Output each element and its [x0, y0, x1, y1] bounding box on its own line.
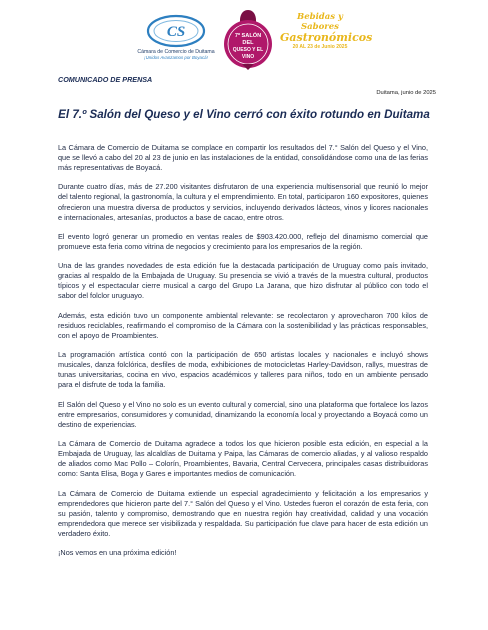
- salon-line-1: 7º SALÓN DEL: [234, 33, 262, 46]
- paragraph: Además, esta edición tuvo un componente ambiental relevante: se recolectaron y aprovecharon 700 kilos de residuos reciclables, reafirmando el compromiso de la Cámara con la sostenibilidad y las prácticas responsables, con el apoyo de Proambientes.: [58, 310, 428, 340]
- ccd-emblem-icon: [146, 14, 206, 48]
- paragraph: La Cámara de Comercio de Duitama extiende un especial agradecimiento y felicitación a los empresarios y emprendedores que hicieron parte del 7.° Salón del Queso y el Vino. Ustedes fueron el corazón de esta feria, con su pasión, talento y compromiso, demostrando que en nuestra región hay creatividad, calidad y una vocación emprendedora que merece ser visibilizada y respaldada. Su participación fue clave para hacer de esta edición un verdadero éxito.: [58, 488, 428, 538]
- bebidas-line-2: Gastronómicos: [280, 31, 373, 44]
- salon-text: [230, 33, 266, 61]
- body-text: [58, 143, 428, 568]
- paragraph: El evento logró generar un promedio en ventas reales de $903.420.000, reflejo del dinamismo comercial que promueve esta feria como vitrina de negocios y crecimiento para los empresarios de la región.: [58, 231, 428, 251]
- salon-queso-vino-logo: [220, 8, 276, 72]
- comunicado-label: COMUNICADO DE PRENSA: [58, 75, 153, 84]
- svg-text:CS: CS: [166, 24, 186, 40]
- ccd-tagline: ¡Unidos Avanzamos por Boyacá!: [144, 55, 208, 60]
- paragraph: Una de las grandes novedades de esta edición fue la destacada participación de Uruguay como país invitado, gracias al respaldo de la Embajada de Uruguay. Su presencia se vivió a través de la muestra cultural, productos típicos y el espectacular cierre musical a cargo del Grupo La Jarana, que hizo disfrutar al público con todo el sabor del folclor uruguayo.: [58, 261, 428, 301]
- paragraph: La Cámara de Comercio de Duitama se complace en compartir los resultados del 7.° Salón del Queso y el Vino, que se llevó a cabo del 20 al 23 de junio en las instalaciones de la entidad, consolidándose como una de las ferias más representativas de Boyacá.: [58, 143, 428, 173]
- paragraph: La Cámara de Comercio de Duitama agradece a todos los que hicieron posible esta edición, en especial a la Embajada de Uruguay, las alcaldías de Duitama y Paipa, las Cámaras de comercio aliadas, y al valioso respaldo de aliados como Mac Pollo – Colorín, Proambientes, Bavaria, Central Cervecera, principales casas distribuidoras como: Santa Elisa, Boga y Gares e importantes medios de comunicación.: [58, 439, 428, 479]
- bebidas-sabores-logo: [280, 12, 373, 68]
- date-line: Duitama, junio de 2025: [376, 90, 436, 96]
- header-logos: [0, 8, 488, 70]
- bebidas-dates: 20 AL 23 de Junio 2025: [292, 44, 348, 50]
- camara-comercio-logo: [136, 14, 216, 70]
- page-title: El 7.º Salón del Queso y el Vino cerró con éxito rotundo en Duitama: [58, 108, 430, 121]
- salon-line-2: QUESO Y EL VINO: [232, 47, 264, 60]
- paragraph: El Salón del Queso y el Vino no solo es un evento cultural y comercial, sino una plataforma que fortalece los lazos entre empresarios, consumidores y comunidad, dinamizando la economía local y proyectando a Boyacá como un destino de experiencias.: [58, 399, 428, 429]
- paragraph: La programación artística contó con la participación de 650 artistas locales y nacionales e incluyó shows musicales, danza folclórica, desfiles de moda, exhibiciones de motocicletas Harley-Davidson, rallys, muestras de tunas universitarias, cocina en vivo, espacios académicos y talleres para niños, todo en un ambiente pensado para el disfrute de toda la familia.: [58, 350, 428, 390]
- paragraph: Durante cuatro días, más de 27.200 visitantes disfrutaron de una experiencia multisensorial que reunió lo mejor del talento regional, la gastronomía, la cultura y el emprendimiento. En total, participaron 160 expositores, quienes ofrecieron una muestra diversa de productos y servicios, incluyendo derivados lácteos, vinos y licores nacionales e internacionales, artesanías, productos a base de cacao, entre otros.: [58, 182, 428, 222]
- ccd-name: Cámara de Comercio de Duitama: [137, 49, 215, 55]
- paragraph: ¡Nos vemos en una próxima edición!: [58, 548, 177, 558]
- bebidas-line-1: Bebidas y Sabores: [297, 12, 343, 32]
